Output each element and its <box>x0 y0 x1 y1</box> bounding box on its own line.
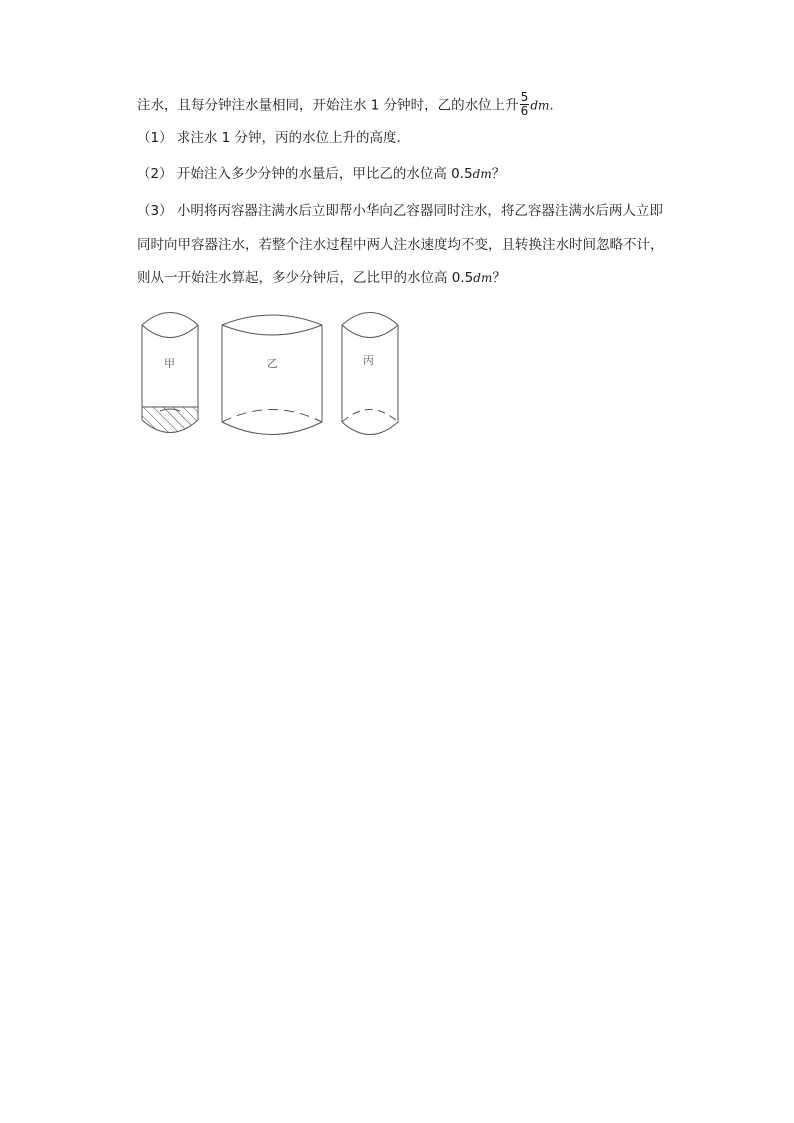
period: . <box>549 97 554 114</box>
question-mark: ？ <box>492 270 506 286</box>
unit-dm: dm <box>530 98 550 113</box>
question-3-line-3 <box>137 268 506 288</box>
problem-line-1 <box>137 92 554 119</box>
unit-dm: dm <box>472 167 492 181</box>
question-3-line-1: （3） 小明将丙容器注满水后立即帮小华向乙容器同时注水，将乙容器注满水后两人立即 <box>137 203 663 219</box>
question-3-text: 则从一开始注水算起，多少分钟后，乙比甲的水位高 0.5 <box>137 270 474 286</box>
question-1: （1） 求注水 1 分钟，丙的水位上升的高度. <box>137 130 401 146</box>
container-yi <box>222 315 322 435</box>
container-bing <box>342 313 398 435</box>
container-label: 甲 <box>164 357 175 370</box>
fraction <box>520 91 530 118</box>
container-label: 乙 <box>267 357 278 370</box>
problem-intro-text: 注水，且每分钟注水量相同，开始注水 1 分钟时，乙的水位上升 <box>137 97 519 114</box>
unit-dm: dm <box>473 271 493 285</box>
question-2-text: （2） 开始注入多少分钟的水量后，甲比乙的水位高 0.5 <box>137 166 473 182</box>
fraction-denominator: 6 <box>520 104 529 118</box>
question-mark: ？ <box>491 166 506 182</box>
containers-figure <box>130 305 420 445</box>
fraction-numerator: 5 <box>520 90 529 104</box>
question-2 <box>137 164 505 184</box>
container-label: 丙 <box>363 354 374 367</box>
container-jia <box>142 313 198 446</box>
question-3-line-2: 同时向甲容器注水，若整个注水过程中两人注水速度均不变，且转换注水时间忽略不计， <box>137 237 664 253</box>
